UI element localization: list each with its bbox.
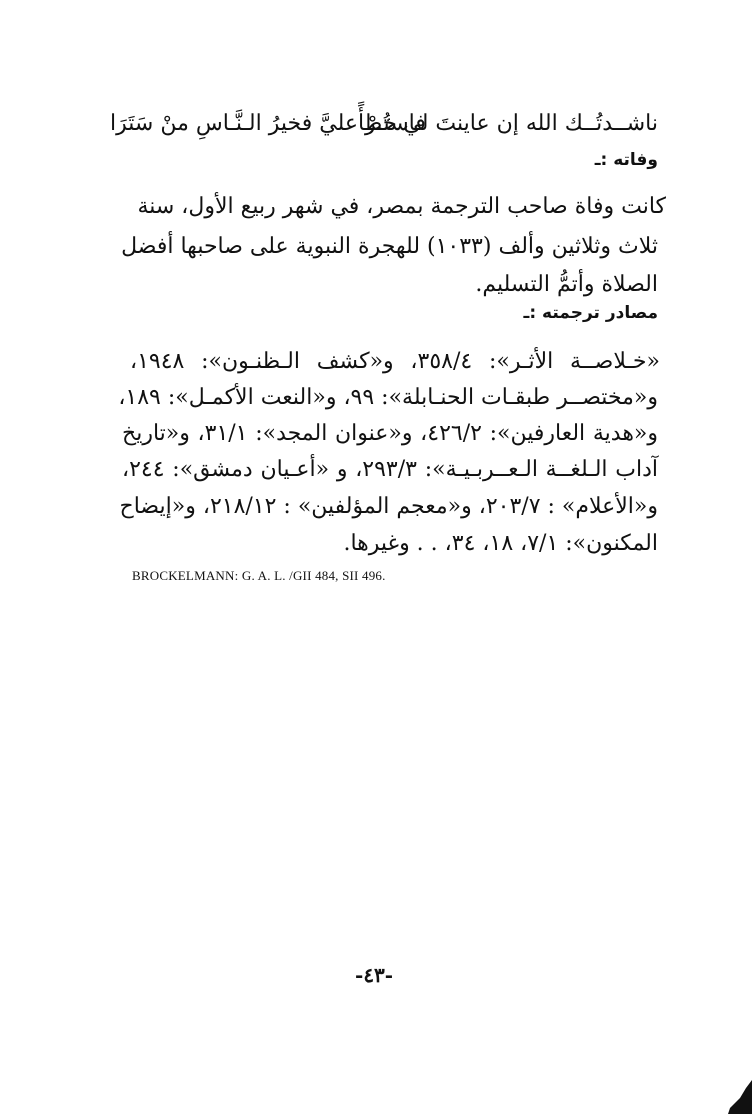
- page-number: -٤٣-: [355, 963, 394, 987]
- sources-line: و«هدية العارفين»: ٤٢٦/٢، و«عنوان المجد»: ٣١/١، و«تاريخ: [122, 421, 659, 446]
- poem-verse: [110, 100, 658, 148]
- poem-second-hemistich: فاستُـرْ عليَّ فخيرُ الـنَّـاسِ منْ سَتَرَا: [110, 111, 426, 136]
- sources-paragraph: [118, 343, 660, 573]
- sources-heading: مصادر ترجمته :ـ: [523, 303, 658, 323]
- sources-line: آداب الـلغــة الـعــربـيـة»: ٢٩٣/٣، و «أعـيان دمشق»: ٢٤٤،: [122, 457, 658, 482]
- death-line: ثلاث وثلاثين وألف (١٠٣٣) للهجرة النبوية على صاحبها أفضل: [121, 234, 658, 259]
- death-heading: وفاته :ـ: [594, 150, 658, 170]
- latin-reference: BROCKELMANN: G. A. L. /GII 484, SII 496.: [132, 568, 386, 583]
- death-line: كانت وفاة صاحب الترجمة بمصر، في شهر ربيع الأول، سنة: [137, 194, 666, 219]
- sources-line: و«الأعلام» : ٢٠٣/٧، و«معجم المؤلفين» : ٢١٨/١٢، و«إيضاح: [119, 494, 658, 519]
- sources-line: المكنون»: ٧/١، ١٨، ٣٤، . . وغيرها.: [343, 531, 658, 556]
- sources-line: و«مختصــر طبقـات الحنـابلة»: ٩٩، و«النعت الأكمـل»: ١٨٩،: [118, 385, 658, 410]
- scan-corner-mark: [722, 1070, 752, 1114]
- death-paragraph: [121, 187, 666, 307]
- death-line: الصلاة وأتمُّ التسليم.: [475, 272, 658, 297]
- poem-first-hemistich: ناشــدتُــك الله إن عاينتَ لي خطأً: [358, 111, 658, 136]
- sources-line: «خـلاصــة الأثـر»: ٣٥٨/٤، و«كشف الـظنـون»: ١٩٤٨،: [130, 349, 660, 374]
